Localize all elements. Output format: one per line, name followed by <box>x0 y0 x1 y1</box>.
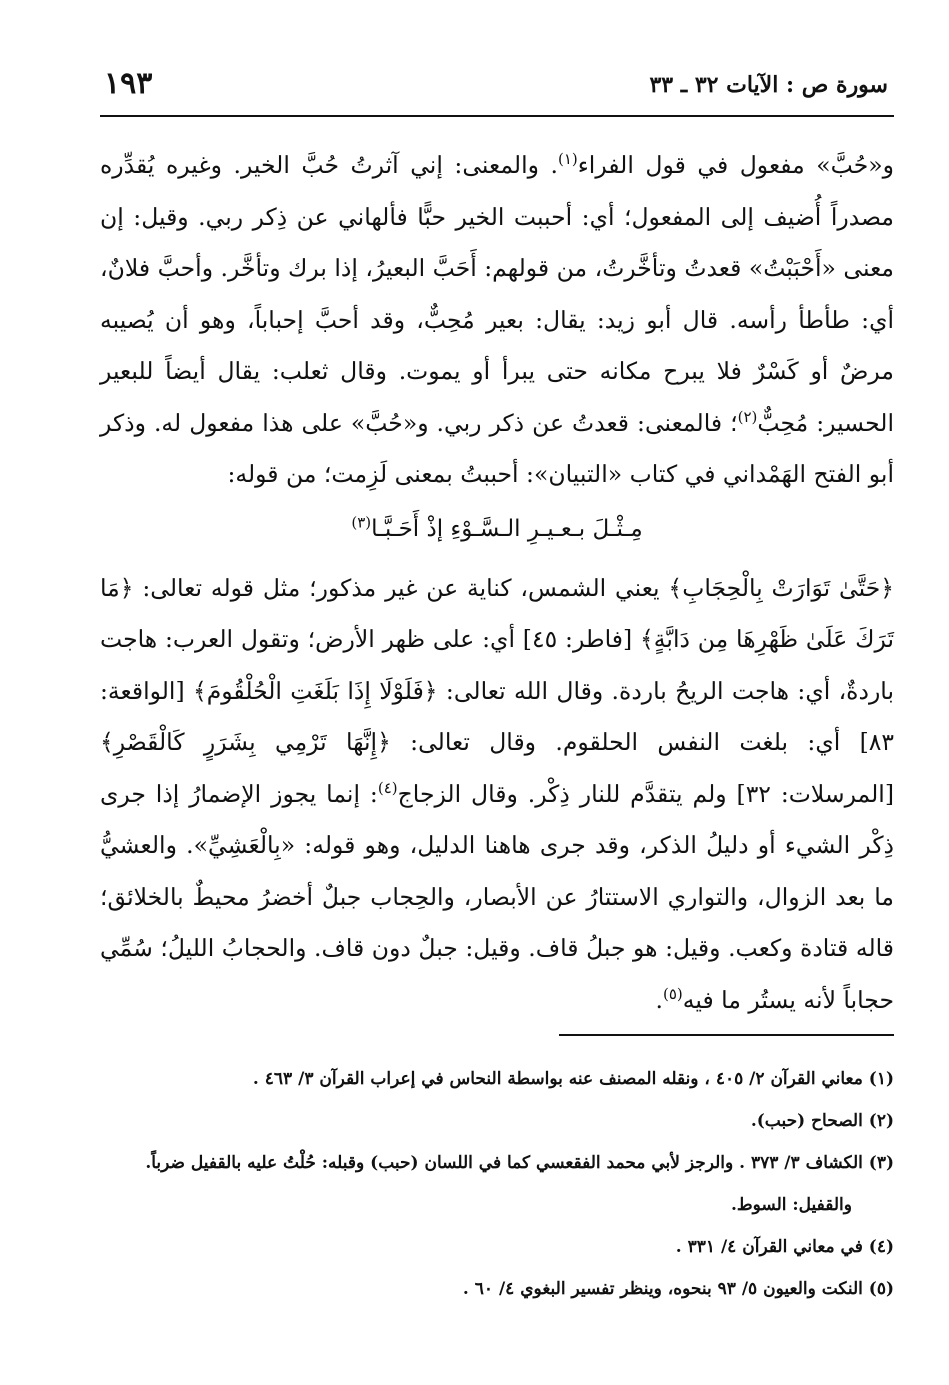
footnote-ref-4[interactable]: (٤) <box>377 778 398 797</box>
footnotes <box>100 1058 894 1310</box>
quran-quote: ﴿مَا تَرَكَ عَلَىٰ ظَهْرِهَا مِن دَابَّةٍ﴾ <box>100 573 895 653</box>
quran-quote: ﴿فَلَوْلَا إِذَا بَلَغَتِ الْحُلْقُومَ﴾ <box>192 676 438 705</box>
footnote-2: (٢) الصحاح (حبب). <box>750 1111 894 1131</box>
footnote-3: (٣) الكشاف ٣/ ٣٧٣ . والرجز لأبي محمد الفقعسي كما في اللسان (حبب) وقبله: حُلْتُ عليه بالقفيل ضرباً. والقفيل: السوط. <box>145 1153 894 1215</box>
text-run: يعني الشمس، كناية عن غير مذكور؛ مثل قوله تعالى: <box>133 573 669 602</box>
text-run: . والمعنى: إني آثرتُ حُبَّ الخير. وغيره يُقدِّره مصدراً أُضيف إلى المفعول؛ أي: أحببت الخير حبًّا فألهاني عن ذِكر ربي. وقيل: إن معنى «أَحْبَبْتُ» قعدتُ وتأخَّرتُ، من قولهم: أَحَبَّ البعيرُ، إذا برك وتأخَّر. وأحبَّ فلانٌ، أي: طأطأ رأسه. قال أبو زيد: يقال: بعير مُحِبٌّ، وقد أحبَّ إحباباً، وهو أن يُصيبه مرضٌ أو كَسْرٌ فلا يبرح مكانه حتى يبرأ أو يموت. وقال ثعلب: يقال أيضاً للبعير الحسير: مُحِبٌّ <box>100 151 895 437</box>
footnote-1: (١) معاني القرآن ٢/ ٤٠٥ ، ونقله المصنف عنه بواسطة النحاس في إعراب القرآن ٣/ ٤٦٣ . <box>252 1069 894 1089</box>
footnote-4: (٤) في معاني القرآن ٤/ ٣٣١ . <box>675 1237 894 1257</box>
poetry-verse <box>100 501 894 557</box>
paragraph-2 <box>100 563 894 1027</box>
quran-quote: ﴿إِنَّهَا تَرْمِي بِشَرَرٍ كَالْقَصْرِ﴾ <box>100 728 391 756</box>
text-run: . <box>655 985 663 1014</box>
verse-text: مِـثْـلَ بـعـيـرِ الـسَّـوْءِ إذْ أَحَـبَّـا <box>371 515 643 542</box>
text-run: : إنما يجوز الإضمارُ إذا جرى ذِكْر الشيء أو دليلُ الذكر، وقد جرى هاهنا الدليل، وهو قوله: «بِالْعَشِيِّ». والعشيُّ ما بعد الزوال، والتواري الاستتارُ عن الأبصار، والحِجاب جبلٌ أخضرُ محيطٌ بالخلائق؛ قاله قتادة وكعب. وقيل: هو جبلُ قاف. وقيل: جبلٌ دون قاف. والحجابُ الليلُ؛ سُمِّي حجاباً لأنه يستُر ما فيه <box>100 779 894 1014</box>
footnote-ref-5[interactable]: (٥) <box>663 984 683 1003</box>
text-run: [الواقعة: ٨٣] أي: بلغت النفس الحلقوم. وقال تعالى: <box>100 676 894 756</box>
page-number: ١٩٣ <box>104 66 153 101</box>
paragraph-1 <box>100 140 894 501</box>
main-text <box>100 140 894 1026</box>
footnote-separator <box>559 1034 894 1036</box>
footnote-ref-1[interactable]: (١) <box>557 150 578 169</box>
text-run: ؛ فالمعنى: قعدتُ عن ذكر ربي. و«حُبَّ» على هذا مفعول له. وذكر أبو الفتح الهَمْداني في كتاب «التبيان»: أحببتُ بمعنى لَزِمت؛ من قوله: <box>100 408 894 488</box>
page-header <box>100 60 894 117</box>
text-run: و«حُبَّ» مفعول في قول الفراء <box>577 151 894 179</box>
footnote-ref-3[interactable]: (٣) <box>351 512 372 531</box>
text-run: [المرسلات: ٣٢] ولم يتقدَّم للنار ذِكْر. وقال الزجاج <box>397 779 894 808</box>
text-run: [فاطر: ٤٥] أي: على ظهر الأرض؛ وتقول العرب: هاجت باردةٌ، أي: هاجت الريحُ باردة. وقال الله تعالى: <box>100 625 894 705</box>
quran-quote: ﴿حَتَّىٰ تَوَارَتْ بِالْحِجَابِ﴾ <box>668 573 894 602</box>
footnote-5: (٥) النكت والعيون ٥/ ٩٣ بنحوه، وينظر تفسير البغوي ٤/ ٦٠ . <box>462 1279 894 1299</box>
surah-title: سورة ص : الآيات ٣٢ ـ ٣٣ <box>649 72 888 98</box>
footnote-ref-2[interactable]: (٢) <box>737 407 758 426</box>
